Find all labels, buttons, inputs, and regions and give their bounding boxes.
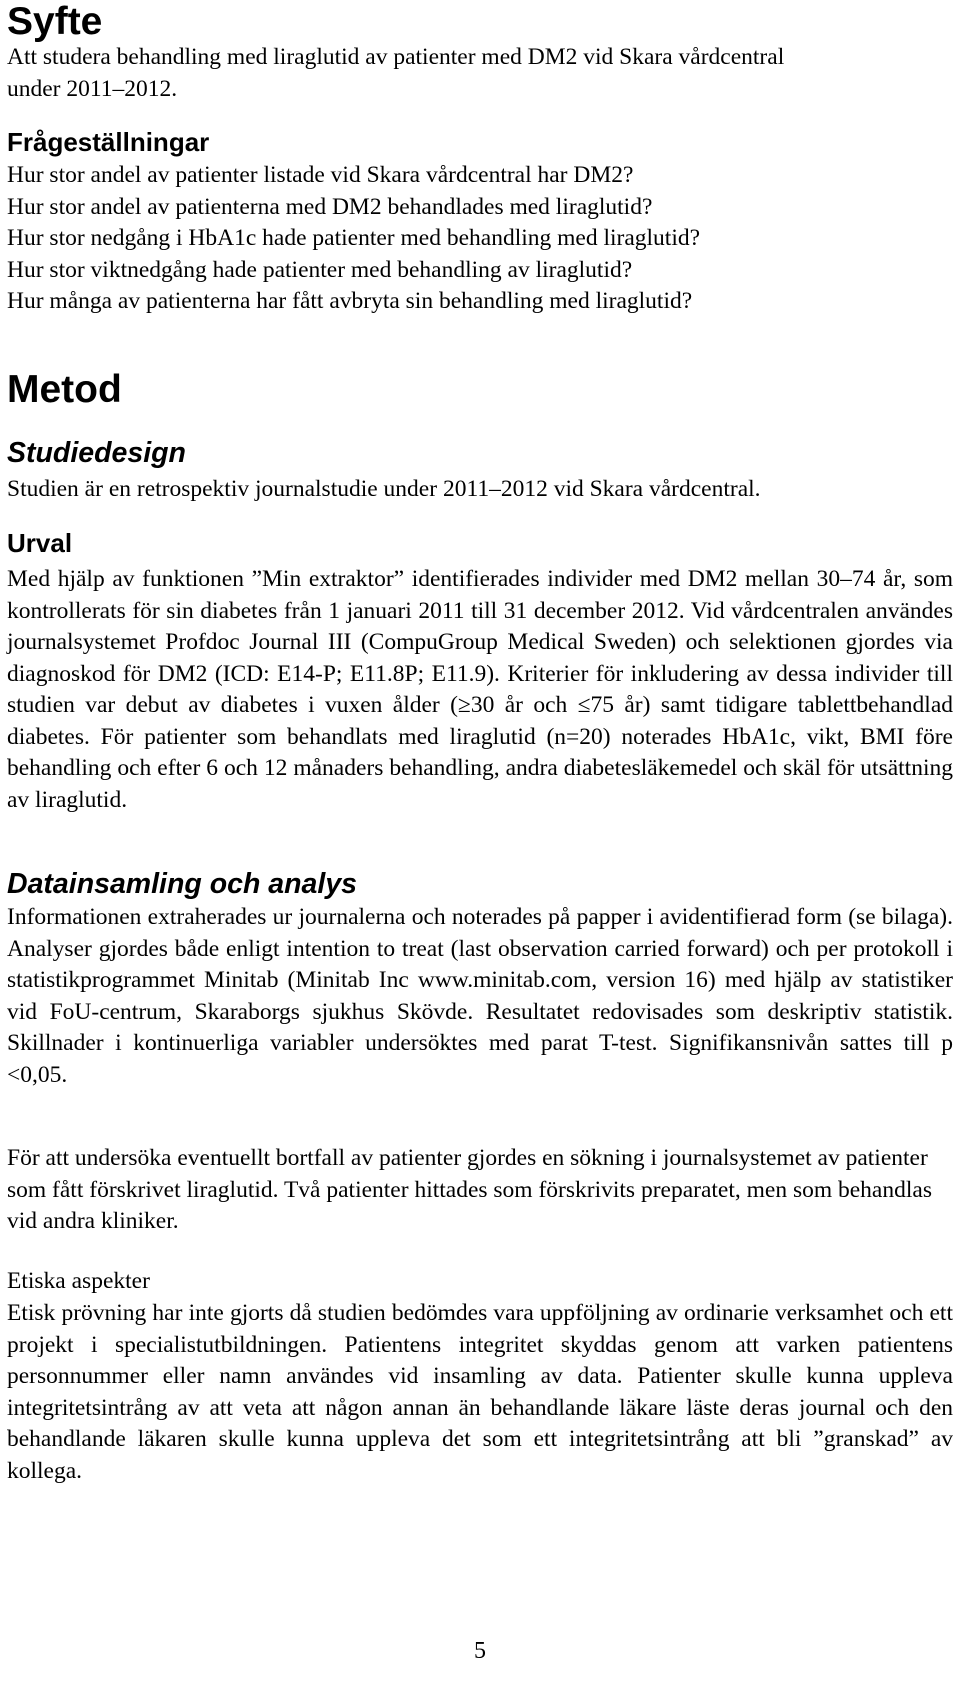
section-heading-syfte: Syfte [7,0,103,43]
subheading-etiska-aspekter: Etiska aspekter [7,1268,150,1294]
question-item: Hur stor nedgång i HbA1c hade patienter med behandling med liraglutid? [7,225,701,251]
datainsamling-text: Informationen extraherades ur journalerna och noterades på papper i avidentifierad form (se bilaga). Analyser gjordes både enligt intention to treat (last observation carried forward) och per protokoll i statistikprogrammet Minitab (Minitab Inc www.minitab.com, version 16) med hjälp av statistiker vid FoU-centrum, Skaraborgs sjukhus Skövde. Resultatet redovisades som deskriptiv statistik. Skillnader i kontinuerliga variabler undersöktes med parat T-test. Signifikansnivån sattes till p <0,05. [7,904,953,1088]
question-item: Hur många av patienterna har fått avbryta sin behandling med liraglutid? [7,288,693,314]
bortfall-text: För att undersöka eventuellt bortfall av patienter gjordes en sökning i journalsystemet av patienter som fått förskrivet liraglutid. Två patienter hittades som förskrivits preparatet, men som behandlas vid andra kliniker. [7,1145,932,1234]
subheading-datainsamling: Datainsamling och analys [7,868,358,900]
page-number: 5 [474,1638,486,1664]
question-item: Hur stor andel av patienter listade vid Skara vårdcentral har DM2? [7,162,634,188]
subheading-studiedesign: Studiedesign [7,437,186,469]
subheading-urval: Urval [7,528,73,558]
studiedesign-text: Studien är en retrospektiv journalstudie under 2011–2012 vid Skara vårdcentral. [7,476,761,502]
etiska-text: Etisk prövning har inte gjorts då studien bedömdes vara uppföljning av ordinarie verksamhet och ett projekt i specialistutbildningen. Patientens integritet skyddas genom att varken patientens personnummer eller namn användes vid insamling av data. Patienter skulle kunna uppleva integritetsintrång av att veta att någon annan än behandlande läkare läste deras journal och den behandlande läkaren skulle kunna uppleva det som ett integritetsintrång att bli ”granskad” av kollega. [7,1300,953,1484]
section-heading-metod: Metod [7,368,122,411]
urval-text: Med hjälp av funktionen ”Min extraktor” identifierades individer med DM2 mellan 30–74 år, som kontrollerats för sin diabetes från 1 januari 2011 till 31 december 2012. Vid vårdcentralen användes journalsystemet Profdoc Journal III (CompuGroup Medical Sweden) och selektionen gjordes via diagnoskod för DM2 (ICD: E14-P; E11.8P; E11.9). Kriterier för inkludering av dessa individer till studien var debut av diabetes i vuxen ålder (≥30 år och ≤75 år) samt tidigare tablettbehandlad diabetes. För patienter som behandlats med liraglutid (n=20) noterades HbA1c, vikt, BMI före behandling och efter 6 och 12 månaders behandling, andra diabetesläkemedel och skäl för utsättning av liraglutid. [7,566,953,813]
question-item: Hur stor andel av patienterna med DM2 behandlades med liraglutid? [7,193,653,220]
question-item: Hur stor viktnedgång hade patienter med behandling av liraglutid? [7,256,633,283]
question-list [7,160,953,318]
syfte-text: Att studera behandling med liraglutid av patienter med DM2 vid Skara vårdcentral under 2011–2012. [7,44,785,102]
section-heading-fragestallningar: Frågeställningar [7,127,210,157]
